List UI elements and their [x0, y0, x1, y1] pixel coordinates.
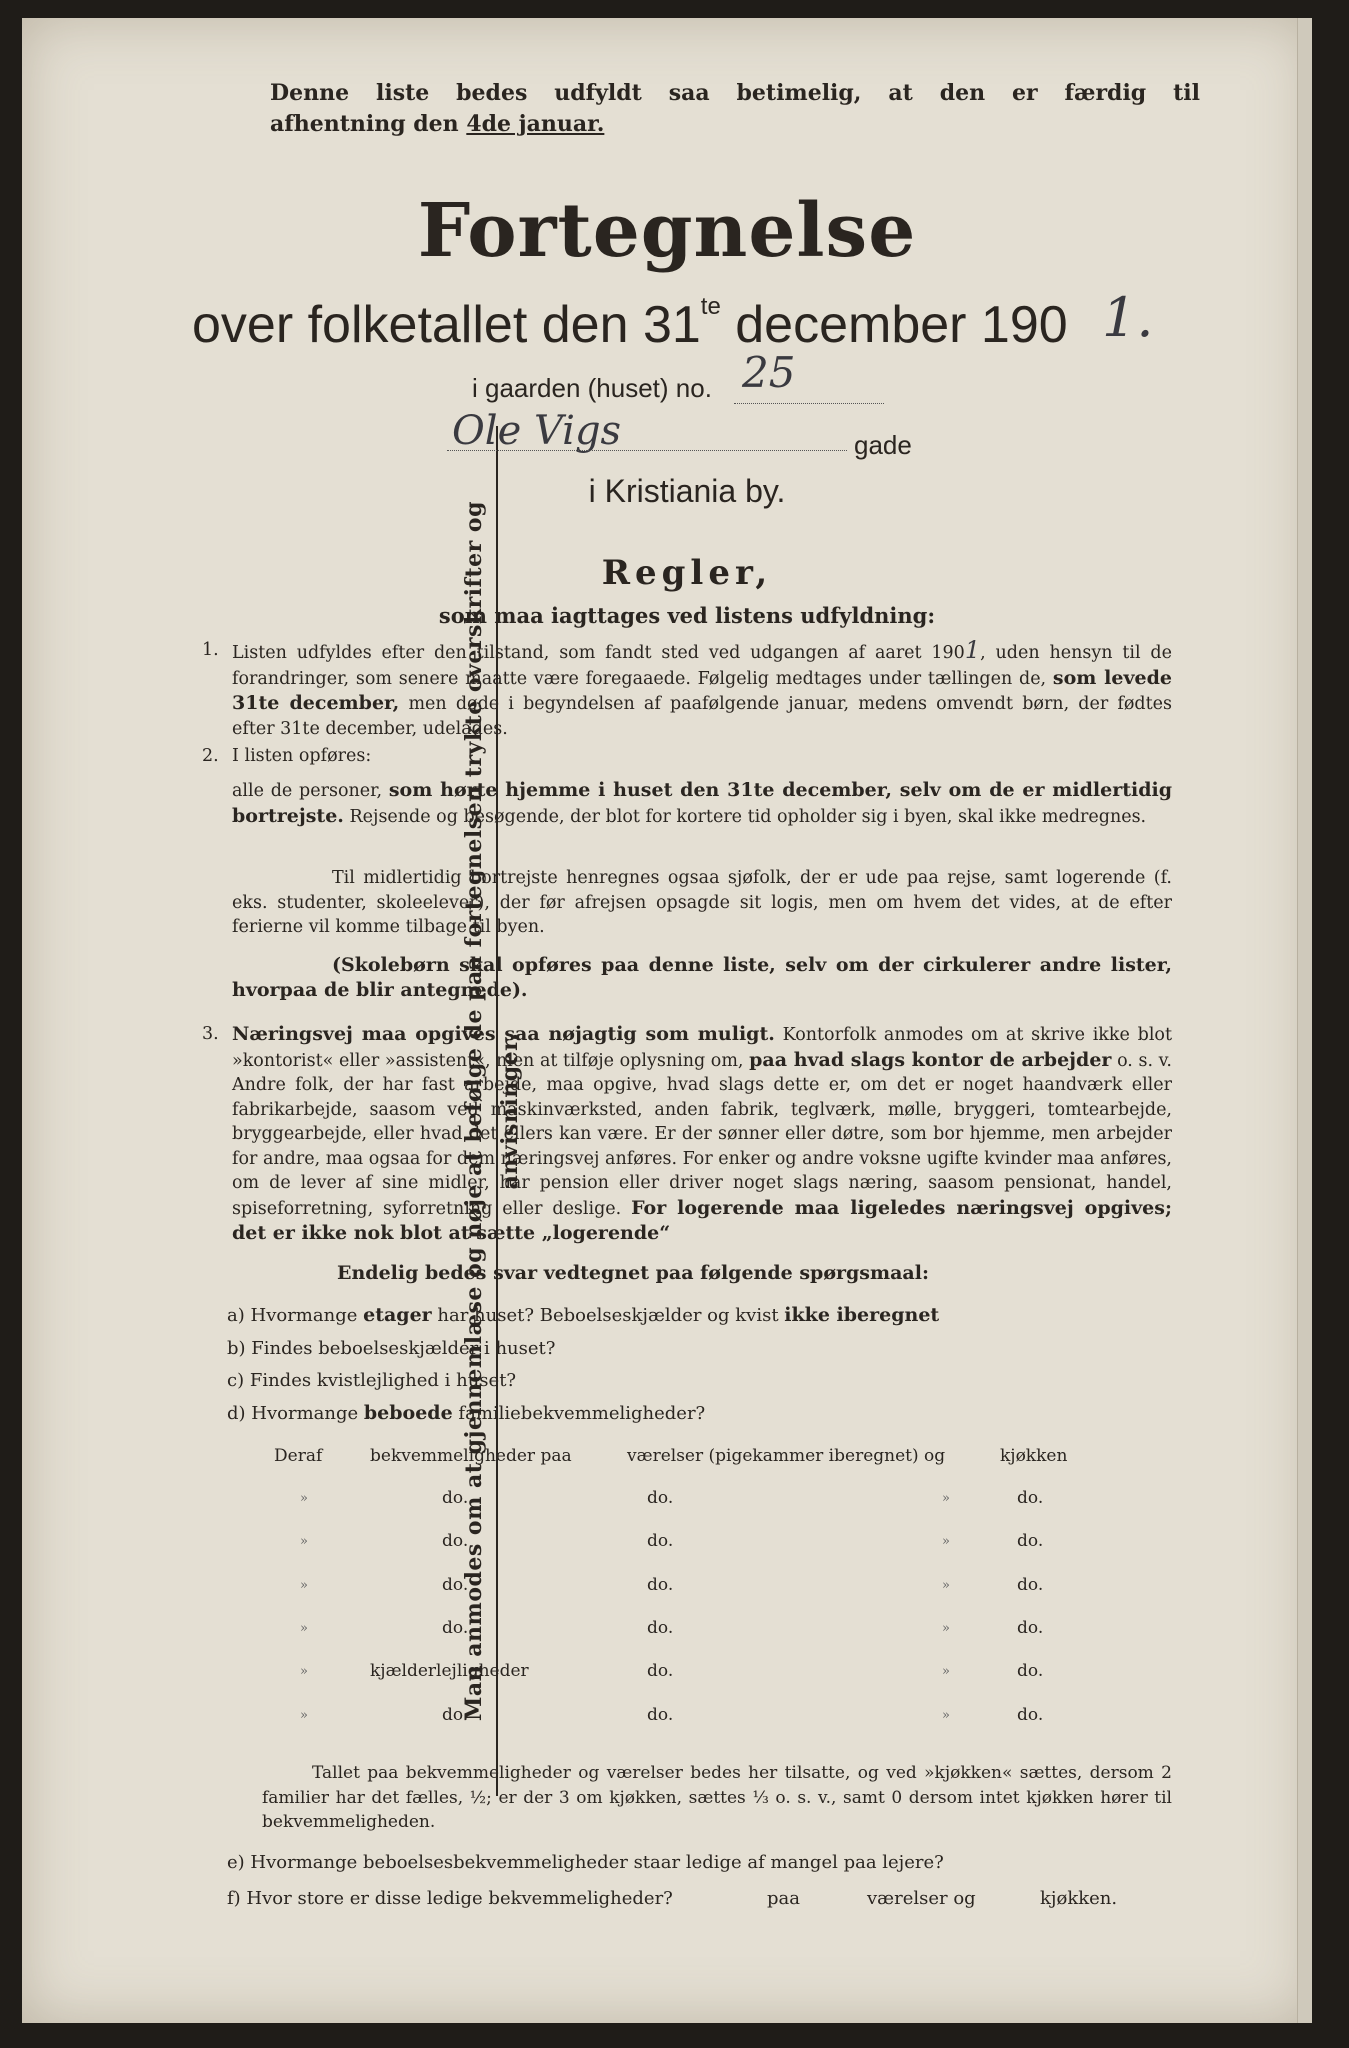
question-f	[227, 1888, 673, 1909]
question-a-t2: har huset? Beboelseskjælder og kvist	[437, 1305, 779, 1326]
table-row-6-mark-2: »	[942, 1708, 950, 1723]
table-row-3-kjokken: do.	[1017, 1575, 1044, 1595]
notice-date: 4de januar.	[466, 111, 605, 137]
question-d-t2: familiebekvemmeligheder?	[458, 1403, 706, 1424]
notice-line-2	[270, 109, 1200, 140]
question-f-vaerelser: værelser og	[867, 1888, 976, 1909]
table-row-6-kjokken: do.	[1017, 1705, 1044, 1725]
street-suffix: gade	[854, 430, 912, 460]
census-form	[22, 18, 1312, 2023]
table-row-1-kjokken: do.	[1017, 1488, 1044, 1508]
rules-subheading: som maa iagttages ved listens udfyldning:	[438, 603, 936, 628]
rule-3-number: 3.	[202, 1024, 219, 1044]
form-title: Fortegnelse	[417, 188, 917, 274]
rule-2-head: I listen opføres:	[232, 746, 372, 766]
rule-1-year-hand[interactable]: 1	[964, 636, 981, 664]
question-b-letter: b)	[227, 1338, 246, 1359]
question-a-letter: a)	[227, 1305, 245, 1326]
rule-3-t2: o. s. v. Andre folk, der har fast arbejde, maa opgive, hvad slags dette er, om det er noget haandværk eller fabrikarbejde, saasom ved maskinværksted, anden fabrik, teglværk, mølle, bryggeri, tomtearbejde, bryggearbejde, eller hvad det ellers kan være. Er der sønner eller døtre, som bor hjemme, men arbejder for andre, maa ogsaa for dem næringsvej anføres. For enker og andre voksne ugifte kvinder maa anføres, om de lever af sine midler, har pension eller driver noget slags næring, saasom pensionat, handel, spiseforretning, syforretning eller deslige.	[232, 1050, 1172, 1219]
house-label: i gaarden (huset) no.	[472, 373, 712, 403]
question-e	[227, 1852, 944, 1873]
table-row-1-mark-2: »	[942, 1491, 950, 1506]
rule-2-paragraph-2: Til midlertidig bortrejste henregnes ogsaa sjøfolk, der er ude paa rejse, samt logerende (f. eks. studenter, skoleelever), der før afrejsen opsagde sit logis, men om hvem det vides, at de efter ferierne vil komme tilbage til byen.	[232, 868, 1172, 937]
question-c	[227, 1370, 516, 1391]
rules-heading: Regler,	[601, 553, 773, 593]
question-c-text: Findes kvistlejlighed i huset?	[249, 1370, 517, 1391]
question-f-letter: f)	[227, 1888, 241, 1909]
table-row-1-bekvem: do.	[442, 1488, 469, 1508]
table-row-4-mark: »	[300, 1621, 308, 1636]
table-row-2-bekvem: do.	[442, 1531, 469, 1551]
rule-2-paragraph-3: (Skolebørn skal opføres paa denne liste, selv om der cirkulerer andre lister, hvorpaa de blir antegnede).	[232, 954, 1172, 1001]
table-row-4-vaerelser: do.	[647, 1618, 674, 1638]
rule-1-text	[232, 638, 1172, 741]
question-f-kjokken: kjøkken.	[1040, 1888, 1118, 1909]
table-row-5-kjokken: do.	[1017, 1661, 1044, 1681]
question-d-t1: Hvormange	[251, 1403, 359, 1424]
table-header-deraf: Deraf	[274, 1446, 323, 1466]
question-e-text: Hvormange beboelsesbekvemmeligheder staar ledige af mangel paa lejere?	[250, 1852, 944, 1873]
rule-2-text	[232, 778, 1172, 829]
page-edge	[1297, 18, 1312, 2023]
rule-3-text	[232, 1022, 1172, 1247]
question-e-letter: e)	[227, 1852, 245, 1873]
notice-prefix: afhentning den	[270, 111, 459, 137]
rule-3-bold-2: paa hvad slags kontor de arbejder	[749, 1048, 1112, 1071]
question-b	[227, 1338, 555, 1359]
table-row-3-vaerelser: do.	[647, 1575, 674, 1595]
rule-1-t1: Listen udfyldes efter den tilstand, som fandt sted ved udgangen af aaret 190	[232, 643, 965, 663]
question-d	[227, 1402, 705, 1424]
rule-2-bold: som hørte hjemme i huset den 31te december, selv om de er midlertidig bortrejste.	[232, 779, 1172, 827]
question-f-paa: paa	[767, 1888, 800, 1909]
table-row-5-mark: »	[300, 1664, 308, 1679]
year-handwritten[interactable]: 1.	[1102, 286, 1154, 349]
table-row-4-mark-2: »	[942, 1621, 950, 1636]
house-number-handwritten[interactable]: 25	[742, 348, 796, 397]
table-row-4-kjokken: do.	[1017, 1618, 1044, 1638]
question-a-b2: ikke iberegnet	[784, 1304, 940, 1326]
table-row-5-mark-2: »	[942, 1664, 950, 1679]
street-name-line	[447, 450, 847, 451]
table-row-5-vaerelser: do.	[647, 1661, 674, 1681]
table-row-3-bekvem: do.	[442, 1575, 469, 1595]
notice-line-1: Denne liste bedes udfyldt saa betimelig, at den er færdig til	[270, 80, 1200, 106]
rule-3-t1: Kontorfolk anmodes om at skrive ikke blot »kontorist« eller »assistent«, men at tilføje oplysning om,	[232, 1025, 1172, 1071]
table-row-2-kjokken: do.	[1017, 1531, 1044, 1551]
table-row-4-bekvem: do.	[442, 1618, 469, 1638]
rule-2-number: 2.	[202, 746, 219, 766]
table-header-vaerelser: værelser (pigekammer iberegnet) og	[627, 1446, 946, 1466]
question-a-b1: etager	[363, 1304, 432, 1326]
question-d-b1: beboede	[363, 1402, 453, 1424]
rule-3-bold-3: For logerende maa ligeledes næringsvej opgives; det er ikke nok blot at sætte „logerende“	[232, 1196, 1172, 1244]
table-row-5-bekvem: kjælderlejligheder	[370, 1661, 529, 1681]
table-row-2-mark: »	[300, 1534, 308, 1549]
question-d-letter: d)	[227, 1403, 246, 1424]
rule-3-bold-1: Næringsvej maa opgives saa nøjagtig som muligt.	[232, 1023, 775, 1045]
table-row-6-bekvem: do.	[442, 1705, 469, 1725]
rule-1-number: 1.	[202, 640, 219, 660]
question-c-letter: c)	[227, 1370, 245, 1391]
table-row-2-vaerelser: do.	[647, 1531, 674, 1551]
table-header-bekvem: bekvemmeligheder paa	[370, 1446, 572, 1466]
delivery-notice	[270, 78, 1200, 140]
table-row-3-mark-2: »	[942, 1578, 950, 1593]
subtitle-suffix: december 190	[720, 296, 1068, 354]
form-subtitle	[192, 293, 1068, 355]
table-header-kjokken: kjøkken	[1000, 1446, 1068, 1466]
questions-heading: Endelig bedes svar vedtegnet paa følgende spørgsmaal:	[337, 1262, 929, 1284]
table-row-6-vaerelser: do.	[647, 1705, 674, 1725]
question-f-t1: Hvor store er disse ledige bekvemmeligheder?	[246, 1888, 673, 1909]
subtitle-sup: te	[700, 293, 721, 320]
street-name-handwritten[interactable]: Ole Vigs	[452, 408, 622, 454]
rule-1-t2: , uden hensyn til de forandringer, som senere maatte være foregaaede. Følgelig medtages under tællingen de,	[232, 643, 1172, 689]
question-b-text: Findes beboelseskjælder i huset?	[251, 1338, 556, 1359]
table-row-1-mark: »	[300, 1491, 308, 1506]
question-a-t1: Hvormange	[250, 1305, 358, 1326]
rule-1-bold: som levede 31te december,	[232, 666, 1172, 714]
table-row-2-mark-2: »	[942, 1534, 950, 1549]
rule-1-t3: men døde i begyndelsen af paafølgende januar, medens omvendt børn, der fødtes efter 31te december, udelades.	[232, 694, 1172, 739]
rule-2-t2: Rejsende og besøgende, der blot for kortere tid opholder sig i byen, skal ikke medregnes.	[349, 806, 1147, 827]
house-number-line	[734, 403, 884, 404]
rule-2-t1: alle de personer,	[232, 781, 383, 801]
table-row-6-mark: »	[300, 1708, 308, 1723]
table-row-3-mark: »	[300, 1578, 308, 1593]
question-a	[227, 1304, 939, 1326]
table-note: Tallet paa bekvemmeligheder og værelser bedes her tilsatte, og ved »kjøkken« sættes, dersom 2 familier har det fælles, ½; er der 3 om kjøkken, sættes ⅓ o. s. v., samt 0 dersom intet kjøkken hører til bekvemmeligheden.	[262, 1763, 1172, 1832]
side-instruction: Man anmodes om at gjennemlæse og nøje at befølge de paa fortegnelsen trykte overskrifter og anvisninger.	[456, 426, 498, 1796]
city-line: i Kristiania by.	[588, 473, 786, 509]
table-row-1-vaerelser: do.	[647, 1488, 674, 1508]
subtitle-prefix: over folketallet den 31	[192, 296, 701, 354]
